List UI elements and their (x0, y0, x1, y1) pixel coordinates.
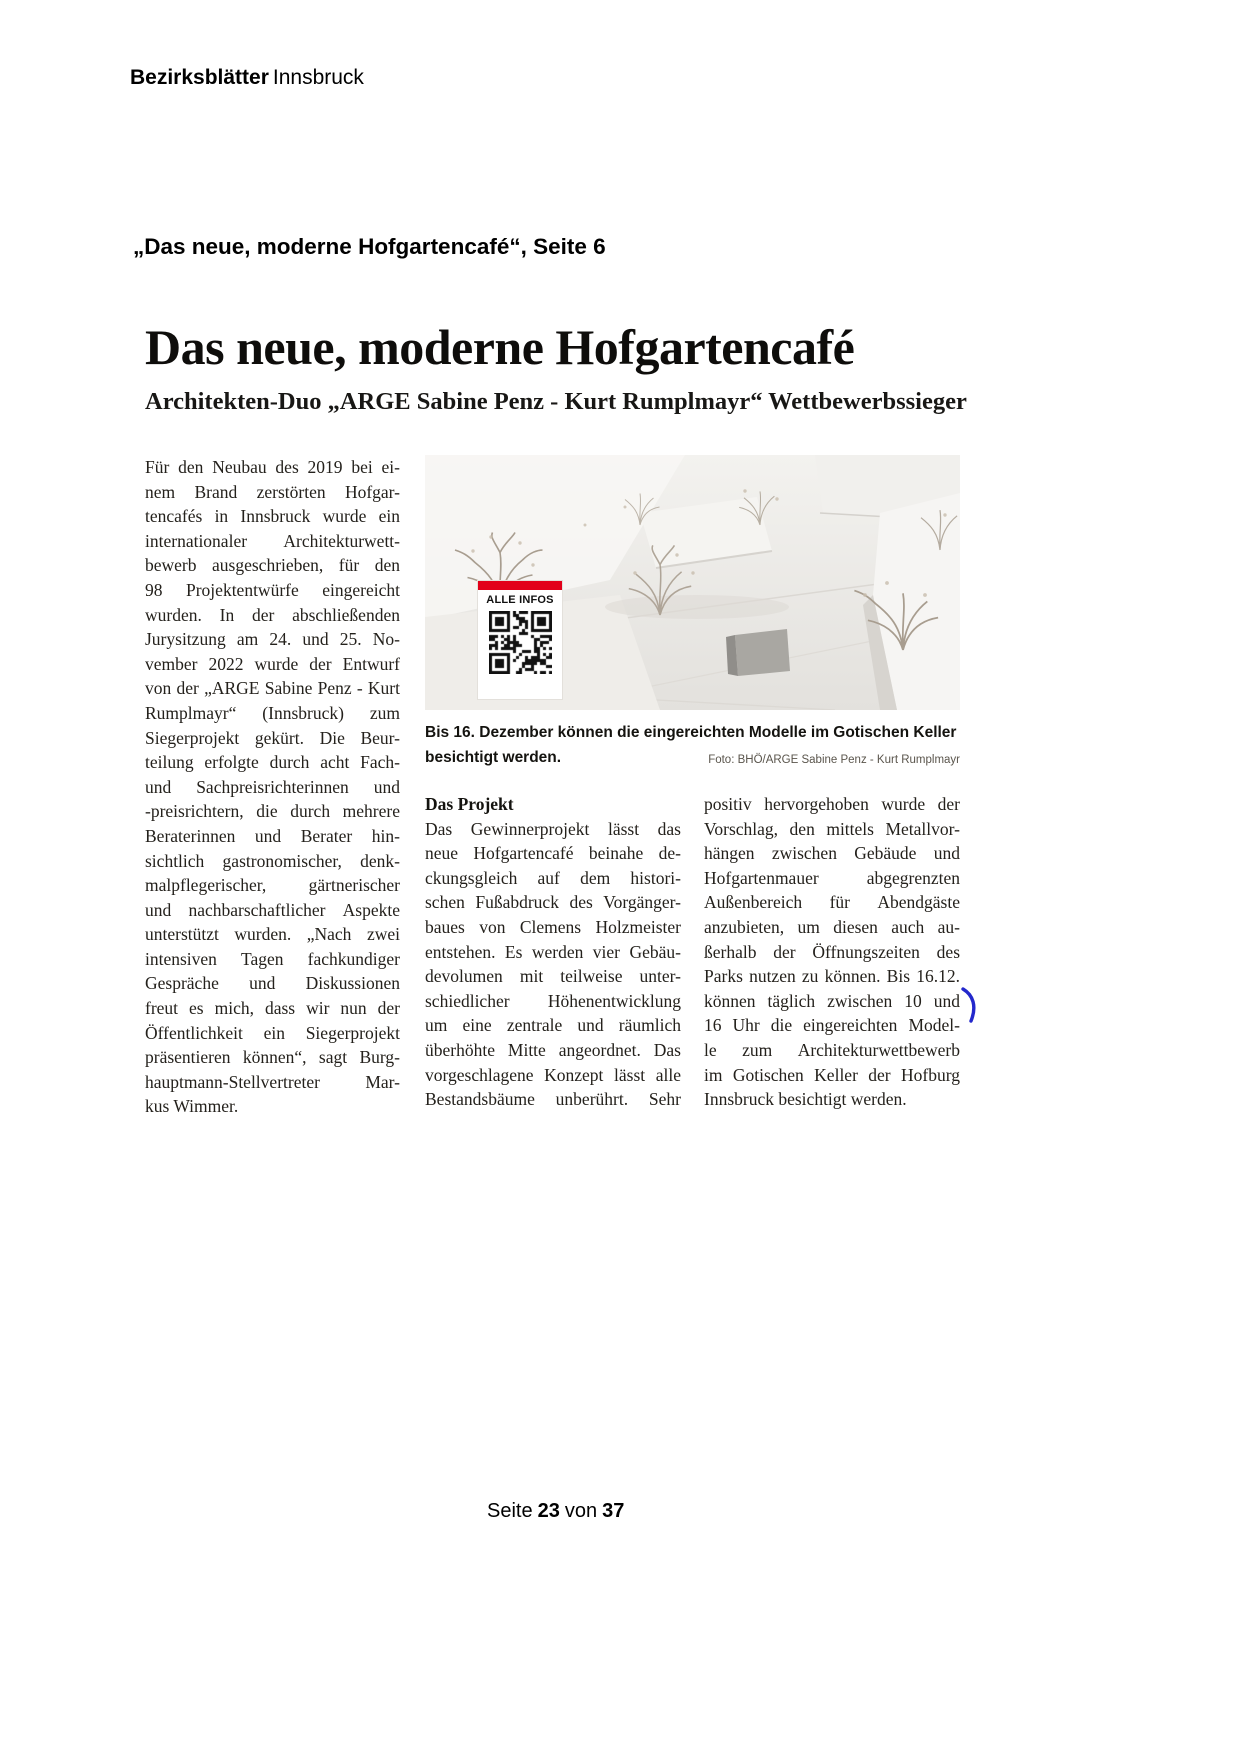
text-line: können täglich zwischen 10 und (704, 990, 960, 1011)
text-line: positiv hervorgehoben wurde der (704, 794, 960, 814)
text-line: nem Brand zerstörten Hofgar- (145, 481, 400, 502)
text-line: vember 2022 wurde der Entwurf (145, 653, 400, 674)
column-middle (425, 792, 681, 1112)
text-line: Parks nutzen zu können. Bis 16.12. (704, 966, 960, 987)
text-line: devolumen mit teilweise unter- (425, 966, 681, 987)
text-line: 98 Projektentwürfe eingereicht (145, 579, 400, 600)
text-line: Bestandsbäume unberührt. Sehr (425, 1089, 681, 1110)
qr-badge-red-bar (478, 581, 562, 590)
text-line: Jurysitzung am 24. und 25. No- (145, 629, 400, 650)
text-line: hängen zwischen Gebäude und (704, 843, 960, 864)
text-line: sichtlich gastronomischer, denk- (145, 850, 400, 871)
text-line: teilung erfolgte durch acht Fach- (145, 752, 400, 773)
text-line: vorgeschlagene Konzept lässt alle (425, 1064, 681, 1085)
clip-title: „Das neue, moderne Hofgartencafé“, Seite 6 (133, 234, 606, 259)
text-line: hauptmann-Stellvertreter Mar- (145, 1071, 400, 1092)
article-headline: Das neue, moderne Hofgartencafé (145, 319, 855, 375)
text-line: unterstützt wurden. „Nach zwei (145, 924, 400, 945)
text-line: Rumplmayr“ (Innsbruck) zum (145, 702, 400, 723)
text-line: baues von Clemens Holzmeister (425, 916, 681, 937)
text-line: ckungsgleich auf dem histori- (425, 867, 681, 888)
column-middle-heading: Das Projekt (425, 794, 514, 814)
text-line: präsentieren können“, sagt Burg- (145, 1047, 400, 1068)
footer-label: Seite (487, 1500, 533, 1522)
qr-badge-label: ALLE INFOS (486, 594, 554, 606)
text-line: -preisrichtern, die durch mehrere (145, 801, 400, 822)
column-right (704, 792, 960, 1112)
text-line: Siegerprojekt gekürt. Die Beur- (145, 727, 400, 748)
text-line: schen Fußabdruck des Vorgänger- (425, 892, 681, 913)
footer-of: von (564, 1500, 598, 1522)
text-line: freut es mich, dass wir nun der (145, 998, 400, 1019)
text-line: und Sachpreisrichterinnen und (145, 776, 400, 797)
text-line: le zum Architekturwettbewerb (704, 1039, 960, 1060)
text-line: Für den Neubau des 2019 bei ei- (145, 457, 400, 477)
text-line: bewerb ausgeschrieben, für den (145, 555, 400, 576)
text-line: Öffentlichkeit ein Siegerprojekt (145, 1022, 400, 1043)
page-footer (487, 1500, 629, 1523)
text-line: im Gotischen Keller der Hofburg (704, 1064, 960, 1085)
footer-page-number: 23 (537, 1500, 560, 1522)
photo-caption (425, 720, 960, 770)
article-right-region (425, 455, 960, 1112)
article-columns (425, 792, 960, 1112)
text-line: malpflegerischer, gärtnerischer (145, 875, 400, 896)
text-line: Das Gewinnerprojekt lässt das (425, 818, 681, 839)
text-line: Gespräche und Diskussionen (145, 973, 400, 994)
text-line: Hofgartenmauer abgegrenzten (704, 867, 960, 888)
text-line: Beraterinnen und Berater hin- (145, 825, 400, 846)
footer-total-pages: 37 (602, 1500, 625, 1522)
qr-code-icon (489, 611, 552, 674)
text-line: wurden. In der abschließenden (145, 604, 400, 625)
text-line: Außenbereich für Abendgäste (704, 892, 960, 913)
text-line: entstehen. Es werden vier Gebäu- (425, 941, 681, 962)
text-line: überhöhte Mitte angeordnet. Das (425, 1039, 681, 1060)
photo-credit: Foto: BHÖ/ARGE Sabine Penz - Kurt Rumplmayr (708, 754, 960, 766)
text-line: Bis 16. Dezember können die eingereichten Modelle im Gotischen Keller (425, 724, 957, 741)
article-subheadline: Architekten-Duo „ARGE Sabine Penz - Kurt Rumplmayr“ Wettbewerbssieger (145, 388, 967, 415)
qr-badge (478, 581, 562, 699)
text-line: anzubieten, um diesen auch au- (704, 916, 960, 937)
text-line: internationaler Architekturwett- (145, 530, 400, 551)
text-line: von der „ARGE Sabine Penz - Kurt (145, 678, 400, 699)
text-line: ßerhalb der Öffnungszeiten des (704, 941, 960, 962)
text-line: schiedlicher Höhenentwicklung (425, 990, 681, 1011)
article (145, 318, 967, 1158)
text-line: kus Wimmer. (145, 1096, 239, 1117)
masthead-brand: Bezirksblätter (130, 66, 269, 89)
text-line: tencafés in Innsbruck wurde ein (145, 506, 400, 527)
text-line: um eine zentrale und räumlich (425, 1015, 681, 1036)
article-body (145, 455, 960, 1119)
text-line: besichtigt werden. (425, 749, 562, 766)
text-line: neue Hofgartencafé beinahe de- (425, 843, 681, 864)
masthead-edition: Innsbruck (272, 66, 364, 89)
text-line: Vorschlag, den mittels Metallvor- (704, 818, 960, 839)
text-line: 16 Uhr die eingereichten Model- (704, 1015, 960, 1036)
text-line: intensiven Tagen fachkundiger (145, 948, 400, 969)
column-left (145, 455, 400, 1119)
article-photo (425, 455, 960, 710)
pen-mark (958, 986, 984, 1024)
text-line: Innsbruck besichtigt werden. (704, 1089, 907, 1110)
masthead (130, 66, 364, 90)
text-line: und nachbarschaftlicher Aspekte (145, 899, 400, 920)
column-middle-text (425, 817, 681, 1112)
